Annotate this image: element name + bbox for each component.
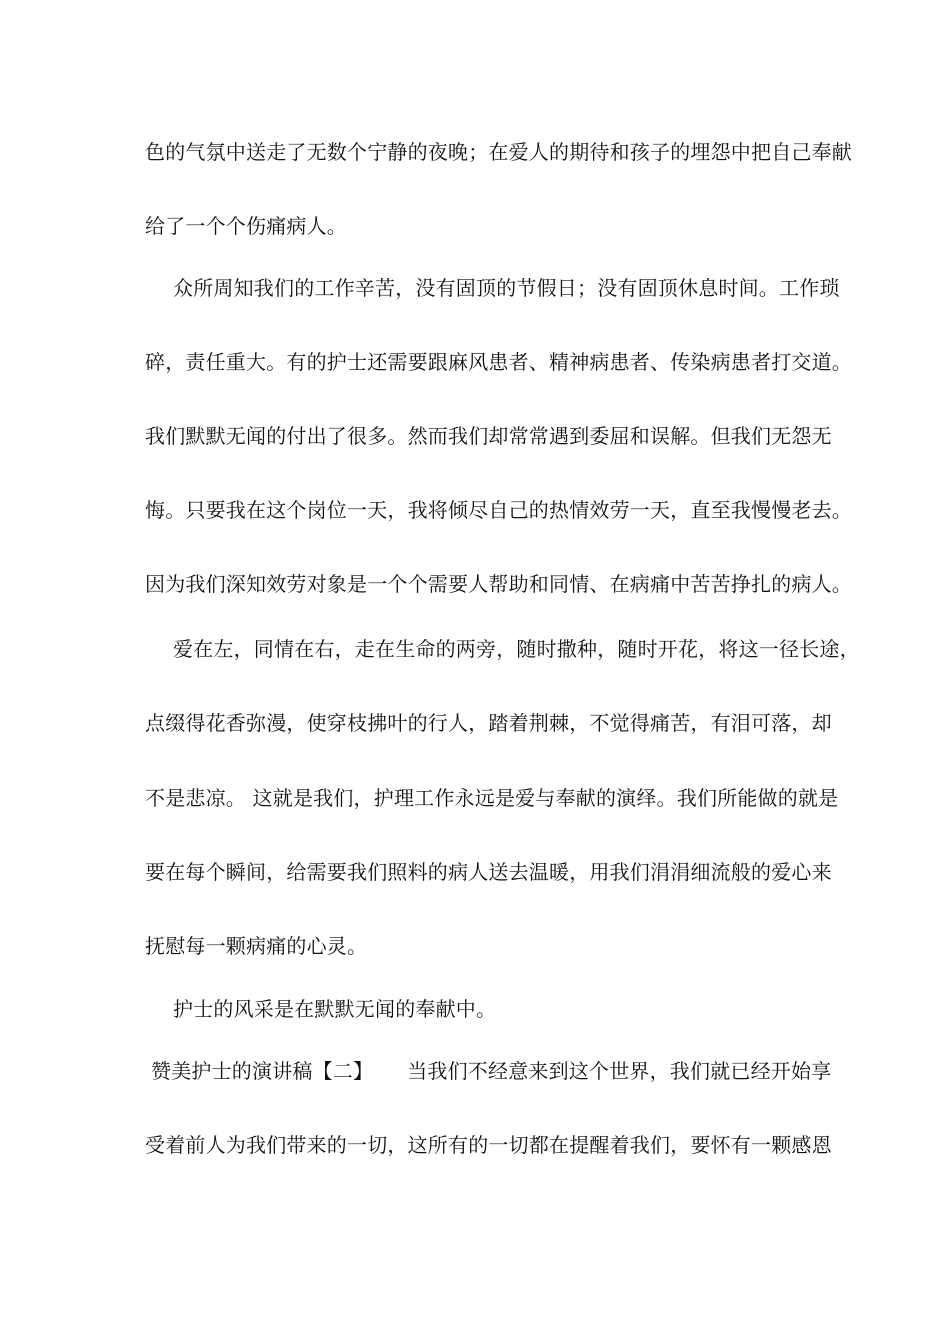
- paragraph-line: 要在每个瞬间，给需要我们照料的病人送去温暖，用我们涓涓细流般的爱心来: [145, 860, 832, 884]
- paragraph-line: 碎，责任重大。有的护士还需要跟麻风患者、精神病患者、传染病患者打交道。: [145, 350, 852, 374]
- paragraph-line: 受着前人为我们带来的一切，这所有的一切都在提醒着我们，要怀有一颗感恩: [145, 1133, 832, 1157]
- section-heading-line: [151, 1059, 841, 1083]
- paragraph-line: 不是悲凉。 这就是我们，护理工作永远是爱与奉献的演绎。我们所能做的就是: [145, 786, 839, 810]
- paragraph-line: 爱在左，同情在右，走在生命的两旁，随时撒种，随时开花，将这一径长途，: [173, 637, 860, 661]
- paragraph-line: 我们默默无闻的付出了很多。然而我们却常常遇到委屈和误解。但我们无怨无: [145, 424, 832, 448]
- section-heading: 赞美护士的演讲稿【二】: [151, 1059, 374, 1083]
- paragraph-line: 众所周知我们的工作辛苦，没有固顶的节假日；没有固顶休息时间。工作琐: [173, 276, 840, 300]
- paragraph-line: 色的气氛中送走了无数个宁静的夜晚；在爱人的期待和孩子的埋怨中把自己奉献: [145, 140, 852, 164]
- paragraph-line: 护士的风采是在默默无闻的奉献中。: [173, 997, 497, 1021]
- paragraph-line: 点缀得花香弥漫，使穿枝拂叶的行人，踏着荆棘，不觉得痛苦，有泪可落，却: [145, 711, 832, 735]
- section-first-line: 当我们不经意来到这个世界，我们就已经开始享: [407, 1059, 832, 1083]
- paragraph-line: 给了一个个伤痛病人。: [145, 214, 347, 238]
- paragraph-line: 因为我们深知效劳对象是一个个需要人帮助和同情、在病痛中苦苦挣扎的病人。: [145, 572, 852, 596]
- paragraph-line: 抚慰每一颗病痛的心灵。: [145, 934, 368, 958]
- paragraph-line: 悔。只要我在这个岗位一天，我将倾尽自己的热情效劳一天，直至我慢慢老去。: [145, 498, 852, 522]
